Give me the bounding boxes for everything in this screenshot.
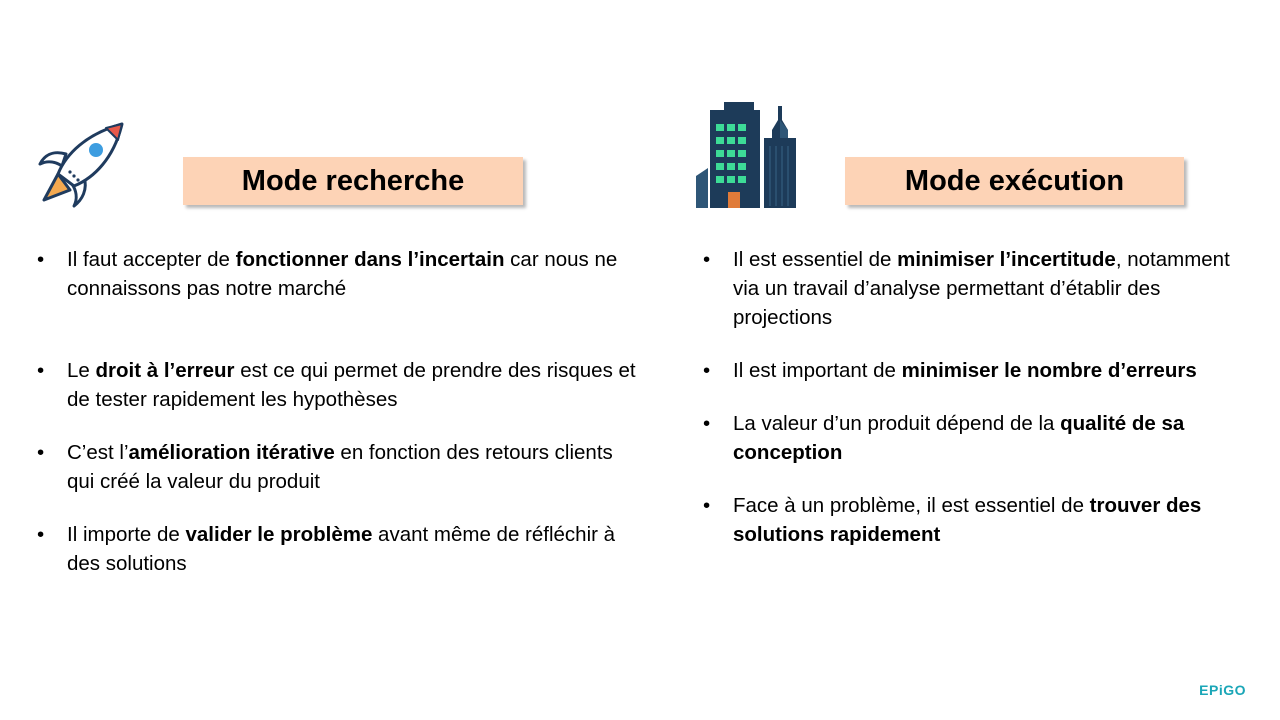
bullet-dot: • bbox=[703, 412, 711, 435]
buildings-icon bbox=[694, 102, 798, 210]
bullet-bold-text: minimiser l’incertitude bbox=[897, 248, 1116, 271]
bullet-item bbox=[703, 491, 1253, 549]
bullet-bold-text: fonctionner dans l’incertain bbox=[235, 248, 505, 271]
bullet-item bbox=[703, 245, 1253, 332]
left-bullet-list bbox=[37, 245, 637, 578]
bullet-item bbox=[37, 438, 637, 496]
bullet-dot: • bbox=[37, 441, 45, 464]
mode-execution-title: Mode exécution bbox=[845, 157, 1184, 205]
bullet-bold-text: minimiser le nombre d’erreurs bbox=[901, 359, 1197, 382]
bullet-item bbox=[37, 356, 637, 414]
bullet-dot: • bbox=[37, 523, 45, 546]
bullet-dot: • bbox=[703, 248, 711, 271]
epigo-logo: EPiGO bbox=[1199, 682, 1246, 698]
bullet-text: avant même de réfléchir à des solutions bbox=[67, 523, 616, 575]
bullet-text: Le bbox=[67, 359, 96, 382]
bullet-text: Il est important de bbox=[733, 359, 902, 382]
bullet-item bbox=[703, 356, 1253, 385]
bullet-text: C’est l’ bbox=[67, 441, 129, 464]
bullet-text: Il importe de bbox=[67, 523, 186, 546]
bullet-dot: • bbox=[703, 494, 711, 517]
bullet-bold-text: amélioration itérative bbox=[128, 441, 335, 464]
bullet-bold-text: valider le problème bbox=[185, 523, 373, 546]
bullet-bold-text: trouver des solutions rapidement bbox=[733, 494, 1202, 546]
bullet-dot: • bbox=[37, 248, 45, 271]
bullet-bold-text: droit à l’erreur bbox=[95, 359, 235, 382]
rocket-icon bbox=[36, 120, 130, 212]
bullet-text: , notamment via un travail d’analyse permettant d’établir des projections bbox=[733, 248, 1230, 329]
bullet-text: Il est essentiel de bbox=[733, 248, 898, 271]
bullet-dot: • bbox=[37, 359, 45, 382]
bullet-item bbox=[37, 245, 637, 303]
bullet-text: La valeur d’un produit dépend de la bbox=[733, 412, 1061, 435]
bullet-text: Face à un problème, il est essentiel de bbox=[733, 494, 1090, 517]
bullet-text: Il faut accepter de bbox=[67, 248, 236, 271]
bullet-bold-text: qualité de sa conception bbox=[733, 412, 1185, 464]
bullet-text: en fonction des retours clients qui créé la valeur du produit bbox=[67, 441, 613, 493]
bullet-dot: • bbox=[703, 359, 711, 382]
right-bullet-list bbox=[703, 245, 1253, 549]
bullet-item bbox=[37, 520, 637, 578]
bullet-text: est ce qui permet de prendre des risques et de tester rapidement les hypothèses bbox=[67, 359, 636, 411]
bullet-text: car nous ne connaissons pas notre marché bbox=[67, 248, 618, 300]
mode-recherche-title: Mode recherche bbox=[183, 157, 523, 205]
bullet-item bbox=[703, 409, 1253, 467]
